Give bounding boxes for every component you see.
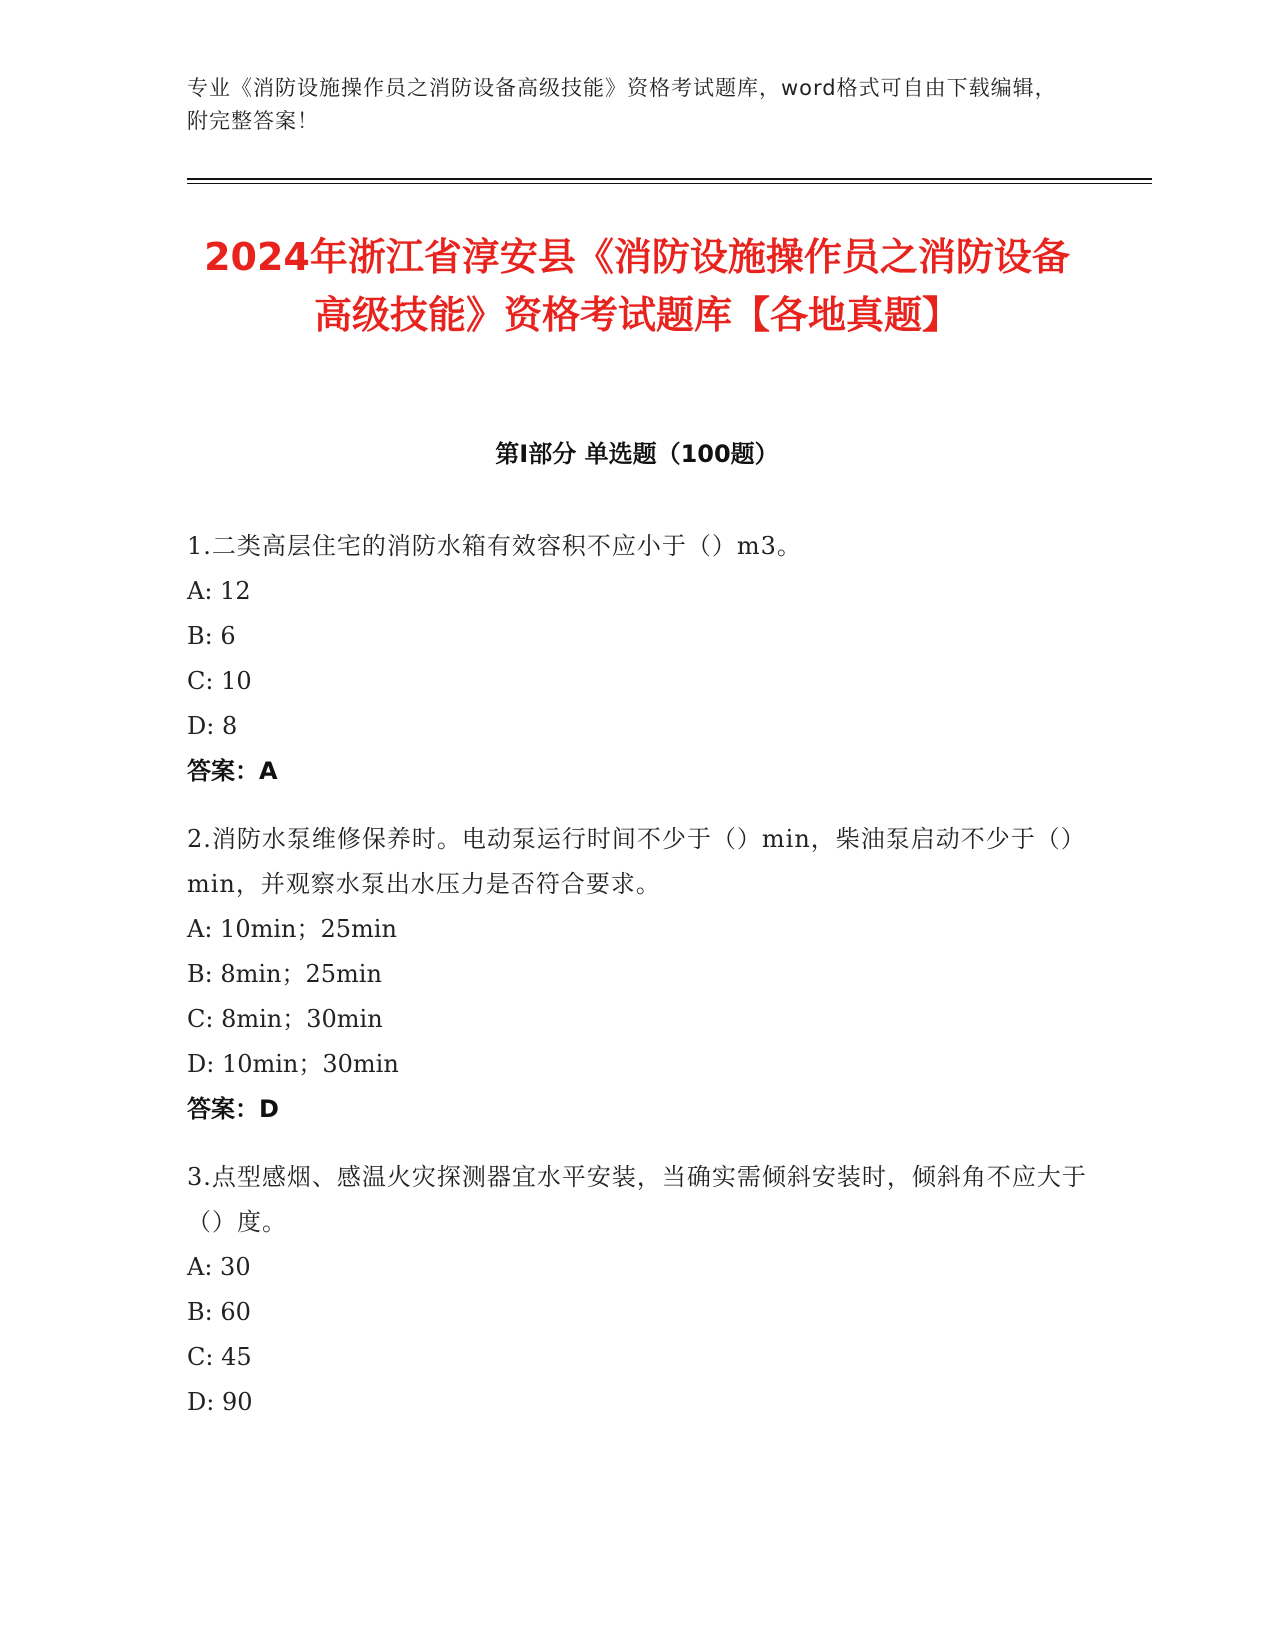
option-c: C: 8min；30min [187, 1005, 383, 1033]
header-divider-thin [187, 183, 1152, 184]
option-c: C: 45 [187, 1343, 252, 1371]
option-a: A: 10min；25min [187, 915, 397, 943]
option-b: B: 8min；25min [187, 960, 382, 988]
option-b: B: 60 [187, 1298, 251, 1326]
option-d: D: 8 [187, 712, 238, 740]
question-stem: 3.点型感烟、感温火灾探测器宜水平安装，当确实需倾斜安装时，倾斜角不应大于（）度。 [187, 1163, 1087, 1236]
section-heading: 第I部分 单选题（100题） [495, 440, 779, 468]
option-d: D: 90 [187, 1388, 253, 1416]
question-stem: 1.二类高层住宅的消防水箱有效容积不应小于（）m3。 [187, 532, 802, 560]
header-note: 专业《消防设施操作员之消防设备高级技能》资格考试题库，word格式可自由下载编辑，附完整答案！ [187, 76, 1057, 133]
question-1 [187, 524, 1087, 794]
option-d: D: 10min；30min [187, 1050, 399, 1078]
answer-line: 答案：A [187, 757, 278, 785]
option-c: C: 10 [187, 667, 252, 695]
question-2 [187, 817, 1087, 1132]
option-a: A: 12 [187, 577, 251, 605]
question-stem: 2.消防水泵维修保养时。电动泵运行时间不少于（）min，柴油泵启动不少于（）min，并观察水泵出水压力是否符合要求。 [187, 825, 1086, 898]
answer-line: 答案：D [187, 1095, 279, 1123]
option-b: B: 6 [187, 622, 236, 650]
question-list [187, 524, 1087, 1448]
question-3 [187, 1155, 1087, 1425]
option-a: A: 30 [187, 1253, 251, 1281]
document-title: 2024年浙江省淳安县《消防设施操作员之消防设备高级技能》资格考试题库【各地真题】 [204, 235, 1070, 337]
header-divider-thick [187, 178, 1152, 180]
